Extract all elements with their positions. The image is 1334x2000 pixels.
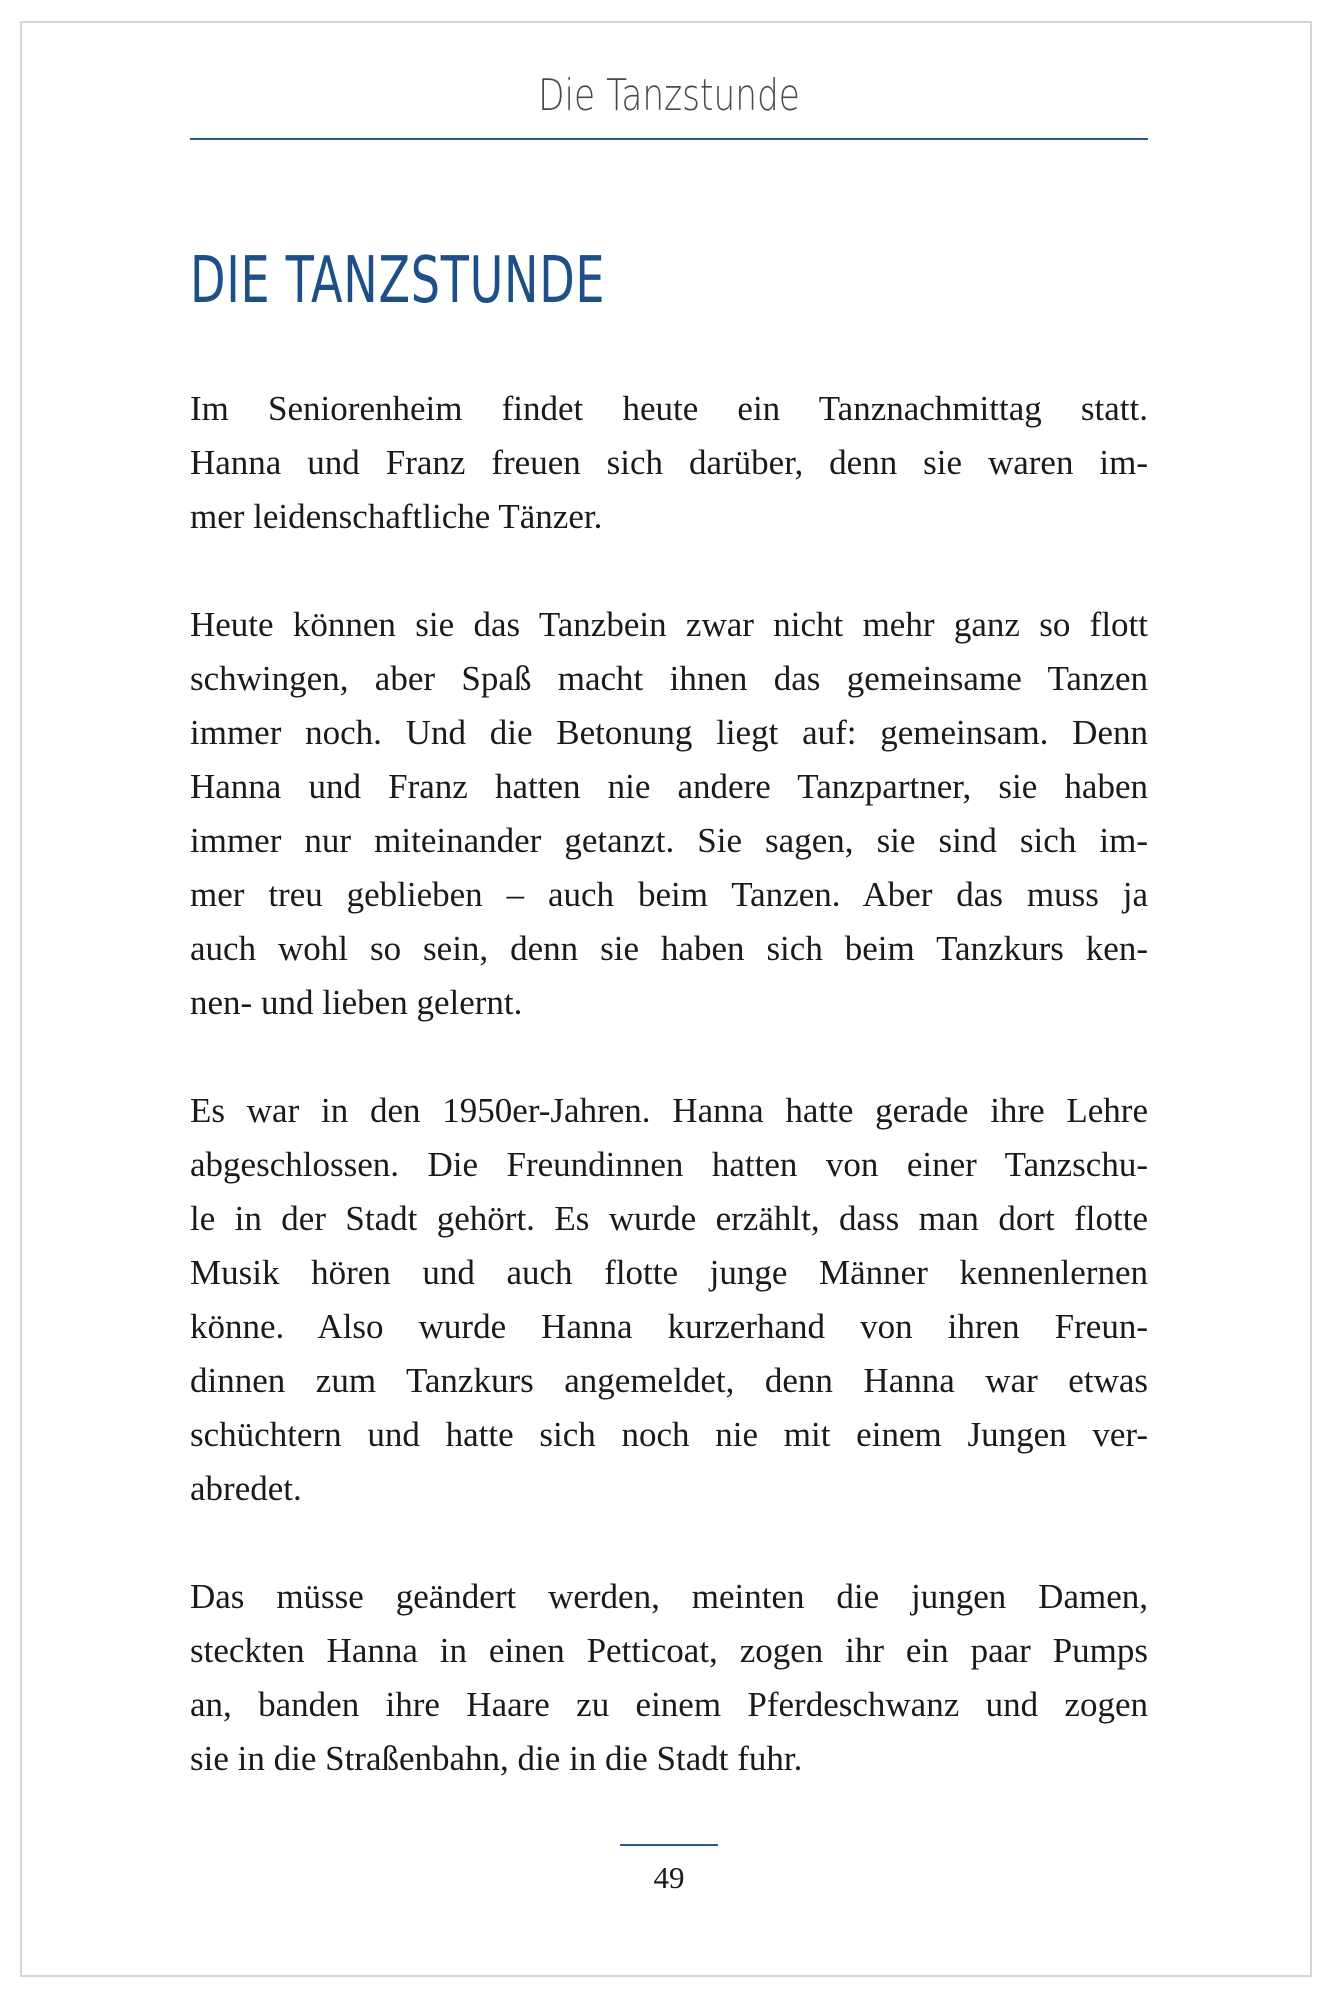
page-number: 49 xyxy=(653,1860,685,1895)
text-line: Das müsse geändert werden, meinten die jungen Damen, xyxy=(190,1577,1148,1616)
paragraph-4 xyxy=(190,1570,1148,1786)
text-line: abredet. xyxy=(190,1469,302,1508)
chapter-title: DIE TANZSTUNDE xyxy=(190,244,606,318)
text-line: an, banden ihre Haare zu einem Pferdeschwanz und zogen xyxy=(190,1685,1148,1724)
text-line: le in der Stadt gehört. Es wurde erzählt, dass man dort flotte xyxy=(190,1199,1148,1238)
text-line: Im Seniorenheim findet heute ein Tanznachmittag statt. xyxy=(190,389,1148,428)
text-line: Hanna und Franz freuen sich darüber, denn sie waren im- xyxy=(190,443,1148,482)
text-line: Musik hören und auch flotte junge Männer kennenlernen xyxy=(190,1253,1148,1292)
text-line: mer leidenschaftliche Tänzer. xyxy=(190,497,603,536)
text-line: könne. Also wurde Hanna kurzerhand von ihren Freun- xyxy=(190,1307,1148,1346)
text-line: steckten Hanna in einen Petticoat, zogen ihr ein paar Pumps xyxy=(190,1631,1148,1670)
text-line: immer nur miteinander getanzt. Sie sagen, sie sind sich im- xyxy=(190,821,1148,860)
paragraph-2 xyxy=(190,598,1148,1030)
text-line: immer noch. Und die Betonung liegt auf: gemeinsam. Denn xyxy=(190,713,1148,752)
paragraph-1 xyxy=(190,382,1148,544)
text-line: Hanna und Franz hatten nie andere Tanzpartner, sie haben xyxy=(190,767,1148,806)
text-line: Heute können sie das Tanzbein zwar nicht mehr ganz so flott xyxy=(190,605,1148,644)
text-line: abgeschlossen. Die Freundinnen hatten von einer Tanzschu- xyxy=(190,1145,1148,1184)
text-line: sie in die Straßenbahn, die in die Stadt fuhr. xyxy=(190,1739,803,1778)
header-rule xyxy=(190,138,1148,140)
text-line: Es war in den 1950er-Jahren. Hanna hatte gerade ihre Lehre xyxy=(190,1091,1148,1130)
paragraph-3 xyxy=(190,1084,1148,1516)
text-line: schüchtern und hatte sich noch nie mit einem Jungen ver- xyxy=(190,1415,1148,1454)
running-header: Die Tanzstunde xyxy=(538,70,800,121)
footer-rule xyxy=(620,1844,718,1846)
text-line: schwingen, aber Spaß macht ihnen das gemeinsame Tanzen xyxy=(190,659,1148,698)
text-line: mer treu geblieben – auch beim Tanzen. Aber das muss ja xyxy=(190,875,1148,914)
body-text xyxy=(190,382,1148,1840)
text-line: dinnen zum Tanzkurs angemeldet, denn Hanna war etwas xyxy=(190,1361,1148,1400)
text-line: auch wohl so sein, denn sie haben sich beim Tanzkurs ken- xyxy=(190,929,1148,968)
text-line: nen- und lieben gelernt. xyxy=(190,983,523,1022)
